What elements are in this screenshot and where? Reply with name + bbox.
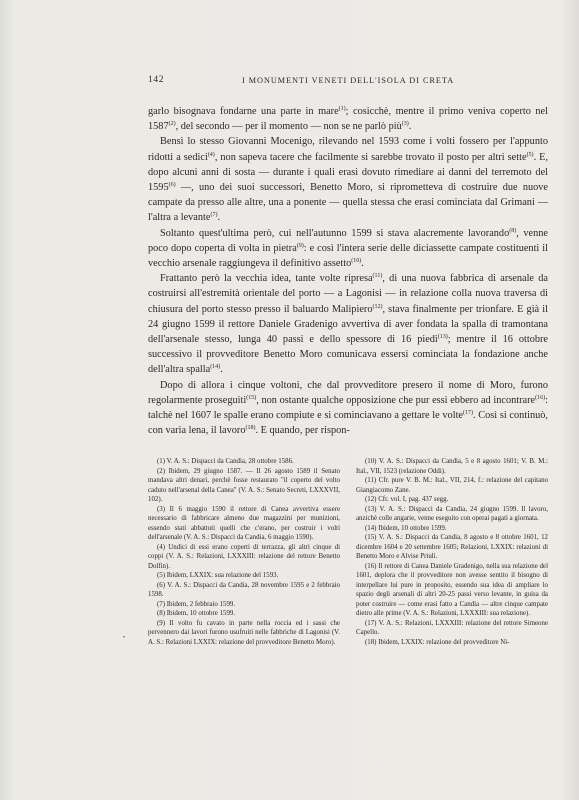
- paragraph: garlo bisognava fondarne una parte in mare$^{(1)}$; cosicchè, mentre il primo veniva coperto nel 1587$^{(2)}$, del secondo — per il momento — non se ne parlò più$^{(3)}$.: [148, 106, 548, 133]
- footnote: (10) V. A. S.: Dispacci da Candia, 5 e 8 agosto 1601; V. B. M.: Ital., VII, 1523 (relazione Oddi).: [356, 458, 548, 475]
- footnote: (15) V. A. S.: Dispacci da Candia, 8 agosto e 8 ottobre 1601, 12 dicembre 1604 e 20 settembre 1605; Relazioni, LXXIX: relazioni di Benetto Moro e Alvise Priuli.: [356, 534, 548, 560]
- footnote: (1) V. A. S.: Dispacci da Candia, 28 ottobre 1586.: [157, 458, 294, 465]
- footnote: (6) V. A. S.: Dispacci da Candia, 28 novembre 1595 e 2 febbraio 1598.: [148, 581, 340, 598]
- footnote: (2) Ibidem, 29 giugno 1587. — Il 26 agosto 1589 il Senato mandava altri denari, perchè fosse restaurato "il coperto del volto caduto nell'arsenal della Canea" (V. A. S.: Senato Secreti, LXXXVII, 102).: [148, 467, 340, 503]
- footnote: (18) Ibidem, LXXIX: relazione del provveditore Ni-: [365, 638, 510, 646]
- margin-dot-mark: •: [123, 635, 126, 641]
- footnote: (11) Cfr. pure V. B. M.: Ital., VII, 214, f.: relazione del capitano Giangiacomo Zane.: [356, 477, 548, 494]
- footnote: (16) Il rettore di Canea Daniele Gradenigo, nella sua relazione del 1601, deplora che il provveditore non avesse sentito il bisogno di interpellare lui pure in proposito, essendo sua idea di ampliare lo spazio degli arsenali di altri 20-25 passi verso levante, in guisa da poter costruire — come erasi fatto a Candia — altre cinque campate dietro alle prime (V. A. S.: Relazioni, LXXXIII: sua relazione).: [356, 562, 548, 617]
- footnote: (12) Cfr. vol. I, pag. 437 segg.: [365, 496, 449, 503]
- footnote: (9) Il volto fu cavato in parte nella roccia ed i sassi che pervennero dai lavori furono usufruiti nelle fabbriche di Lagonisi (V. A. S.: Relazioni LXXIX: relazione del provveditore Benetto Moro).: [148, 619, 340, 646]
- footnote: (17) V. A. S.: Relazioni, LXXXIII: relazione del rettore Simeone Capello.: [356, 619, 548, 636]
- paragraph: Dopo di allora i cinque voltoni, che dal provveditore presero il nome di Moro, furono regolarmente proseguiti$^{(15)}$, non ostante qualche opposizione che pur essi ebbero ad incontrare$^{(16)}$: talchè nel 1607 le spalle erano compiute e si cominciavano a gettare le volte$^{(17)}$. Così si continuò, con varia lena, il lavoro$^{(18)}$. E quando, per rispon-: [148, 379, 548, 437]
- paragraph: Frattanto però la vecchia idea, tante volte ripresa$^{(11)}$, di una nuova fabbrica di arsenale da costruirsi all'estremità orientale del porto — a Lagonisi — in relazione colla nuova traversa di chiusura del porto stesso presso il baluardo Malipiero$^{(12)}$, stava finalmente per trionfare. E già il 24 giugno 1599 il rettore Daniele Gradenigo avvertiva di aver fondata la spalla di tramontana dell'arsenale stesso, lunga 40 passi e dello spessore di 16 piedi$^{(13)}$; mentre il 16 ottobre successivo il provveditore Benetto Moro comunicava essersi cominciata la fondazione anche dell'altra spalla$^{(14)}$.: [148, 273, 548, 376]
- running-title: I MONUMENTI VENETI DELL'ISOLA DI CRETA: [242, 76, 455, 85]
- footnotes-right-column: [356, 457, 548, 647]
- paragraph: Soltanto quest'ultima però, cui nell'autunno 1599 si stava alacremente lavorando$^{(8)}$, venne poco dopo coperta di volta in pietra$^{(9)}$: e così l'intera serie delle diciassette campate costituenti il vecchio arsenale raggiungeva il definitivo assetto$^{(10)}$.: [148, 227, 548, 270]
- footnote: (5) Ibidem, LXXIX: sua relazione del 1593.: [157, 572, 279, 579]
- footnote: (7) Ibidem, 2 febbraio 1599.: [157, 600, 236, 608]
- paragraph: Bensì lo stesso Giovanni Mocenigo, rilevando nel 1593 come i volti fossero per l'appunto ridotti a sedici$^{(4)}$, non sapeva tacere che facilmente si sarebbe trovato il posto per altri sette$^{(5)}$. E, dopo alcuni anni di sosta — durante i quali erasi dovuto rimediare ai danni del terremoto del 1595$^{(6)}$ —, uno dei suoi successori, Benetto Moro, si riprometteva di costruire due nuove campate da presso alle altre, una a ponente — quella stessa che erasi cominciata dal Grimani — l'altra a levante$^{(7)}$.: [148, 136, 549, 224]
- footnote: (13) V. A. S.: Dispacci da Candia, 24 giugno 1599. Il lavoro, anzichè colle angarie, venne eseguito con operai pagati a giornata.: [356, 505, 548, 522]
- page-number: 142: [148, 75, 165, 85]
- footnotes: [148, 457, 548, 647]
- footnote: (14) Ibidem, 10 ottobre 1599.: [365, 524, 447, 532]
- footnote: (8) Ibidem, 10 ottobre 1599.: [157, 610, 236, 617]
- main-text: [148, 104, 548, 438]
- footnotes-left-column: [148, 457, 340, 647]
- footnote: (4) Undici di essi erano coperti di terrazza, gli altri cinque di coppi (V. A. S.: Relazioni, LXXXIII: relazione del rettore Benetto Dolfin).: [148, 543, 340, 570]
- footnote: (3) Il 6 maggio 1590 il rettore di Canea avvertiva essere necessario di fabbricare almeno due magazzini per munizioni, essendo stati abbattuti quelli che c'erano, per costruir i volti dell'arsenale (V. A. S.: Dispacci da Candia, 6 maggio 1590).: [148, 505, 340, 541]
